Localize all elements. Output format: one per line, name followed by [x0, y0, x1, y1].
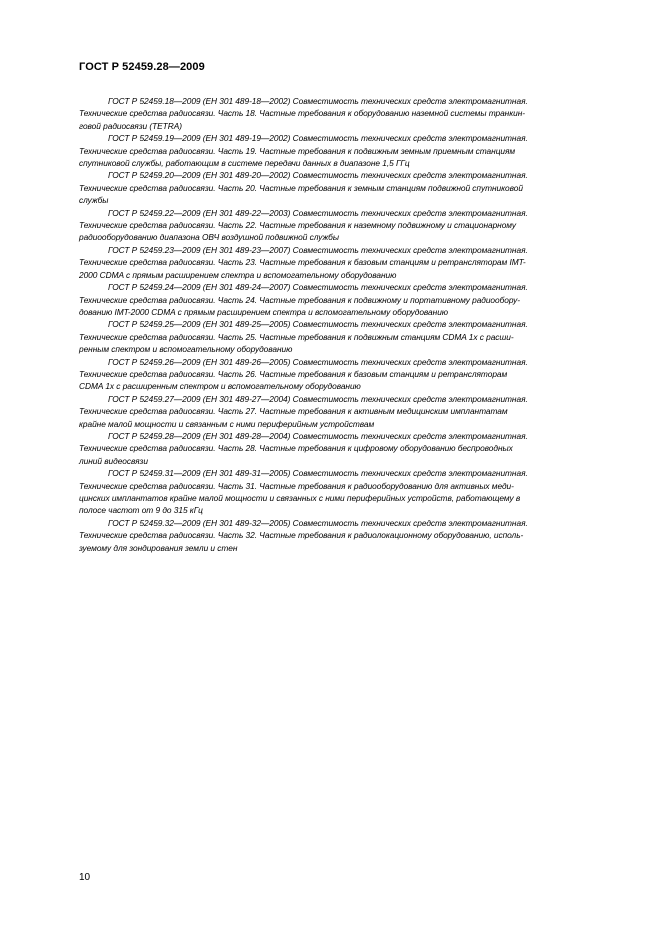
reference-line: линий видеосвязи [79, 455, 148, 466]
reference-line: Технические средства радиосвязи. Часть 23. Частные требования к базовым станциям и ретрансляторам IMT- [79, 257, 526, 268]
reference-line: ГОСТ Р 52459.32—2009 (ЕН 301 489-32—2005) Совместимость технических средств электромагнитная. [108, 517, 528, 528]
reference-line: полосе частот от 9 до 315 кГц [79, 505, 203, 516]
reference-line: ГОСТ Р 52459.22—2009 (ЕН 301 489-22—2003) Совместимость технических средств электромагнитная. [108, 207, 528, 218]
reference-line: ГОСТ Р 52459.23—2009 (ЕН 301 489-23—2007) Совместимость технических средств электромагнитная. [108, 244, 528, 255]
reference-item [79, 95, 615, 132]
reference-item [79, 318, 615, 355]
reference-item [79, 207, 615, 244]
reference-line: ГОСТ Р 52459.28—2009 (ЕН 301 489-28—2004) Совместимость технических средств электромагнитная. [108, 430, 528, 441]
reference-line: Технические средства радиосвязи. Часть 20. Частные требования к земным станциям подвижной спутниковой [79, 182, 523, 193]
reference-line: Технические средства радиосвязи. Часть 22. Частные требования к наземному подвижному и стационарному [79, 220, 517, 231]
reference-line: говой радиосвязи (TETRA) [79, 120, 182, 131]
reference-item [79, 517, 615, 554]
reference-line: Технические средства радиосвязи. Часть 31. Частные требования к радиооборудованию для активных меди- [79, 480, 514, 491]
reference-line: ГОСТ Р 52459.26—2009 (ЕН 301 489-26—2005) Совместимость технических средств электромагнитная. [108, 356, 528, 367]
reference-line: ГОСТ Р 52459.20—2009 (ЕН 301 489-20—2002) Совместимость технических средств электромагнитная. [108, 170, 528, 181]
reference-line: ГОСТ Р 52459.25—2009 (ЕН 301 489-25—2005) Совместимость технических средств электромагнитная. [108, 319, 528, 330]
reference-item [79, 169, 615, 206]
reference-line: спутниковой службы, работающим в системе передачи данных в диапазоне 1,5 ГГц [79, 158, 410, 169]
reference-line: зуемому для зондирования земли и стен [79, 542, 238, 553]
reference-item [79, 393, 615, 430]
reference-line: Технические средства радиосвязи. Часть 25. Частные требования к подвижным станциям CDMA 1x с расши- [79, 331, 514, 342]
reference-item [79, 244, 615, 281]
document-header: ГОСТ Р 52459.28—2009 [79, 61, 205, 73]
reference-line: ренным спектром и вспомогательному оборудованию [79, 344, 293, 355]
reference-list [79, 95, 615, 554]
reference-line: Технические средства радиосвязи. Часть 24. Частные требования к подвижному и портативному радиообору- [79, 294, 521, 305]
reference-line: Технические средства радиосвязи. Часть 19. Частные требования к подвижным земным приемным станциям [79, 145, 516, 156]
page-number: 10 [79, 872, 91, 883]
reference-line: дованию IMT-2000 CDMA с прямым расширением спектра и вспомогательному оборудованию [79, 306, 449, 317]
reference-line: CDMA 1x с расширенным спектром и вспомогательному оборудованию [79, 381, 361, 392]
reference-item [79, 356, 615, 393]
reference-line: Технические средства радиосвязи. Часть 27. Частные требования к активным медицинским имплантатам [79, 406, 508, 417]
reference-item [79, 132, 615, 169]
reference-line: цинских имплантатов крайне малой мощности и связанных с ними периферийных устройств, работающему в [79, 493, 521, 503]
reference-line: крайне малой мощности и связанным с ними периферийным устройствам [79, 418, 375, 429]
reference-line: ГОСТ Р 52459.31—2009 (ЕН 301 489-31—2005) Совместимость технических средств электромагнитная. [108, 468, 528, 479]
reference-line: ГОСТ Р 52459.19—2009 (ЕН 301 489-19—2002) Совместимость технических средств электромагнитная. [108, 133, 528, 144]
reference-line: Технические средства радиосвязи. Часть 18. Частные требования к оборудованию наземной системы транкин- [79, 108, 525, 119]
reference-line: Технические средства радиосвязи. Часть 26. Частные требования к базовым станциям и ретрансляторам [79, 368, 508, 379]
reference-line: ГОСТ Р 52459.18—2009 (ЕН 301 489-18—2002) Совместимость технических средств электромагнитная. [108, 96, 528, 106]
reference-item [79, 430, 615, 467]
reference-line: службы [79, 195, 109, 206]
reference-item [79, 467, 615, 517]
reference-line: ГОСТ Р 52459.24—2009 (ЕН 301 489-24—2007) Совместимость технических средств электромагнитная. [108, 282, 528, 293]
reference-item [79, 281, 615, 318]
reference-line: ГОСТ Р 52459.27—2009 (ЕН 301 489-27—2004) Совместимость технических средств электромагнитная. [108, 393, 528, 404]
reference-line: 2000 CDMA с прямым расширением спектра и вспомогательному оборудованию [79, 269, 397, 280]
reference-line: Технические средства радиосвязи. Часть 28. Частные требования к цифровому оборудованию беспроводных [79, 443, 513, 454]
reference-line: Технические средства радиосвязи. Часть 32. Частные требования к радиолокационному оборудованию, исполь- [79, 530, 524, 541]
reference-line: радиооборудованию диапазона ОВЧ воздушной подвижной службы [79, 232, 339, 243]
